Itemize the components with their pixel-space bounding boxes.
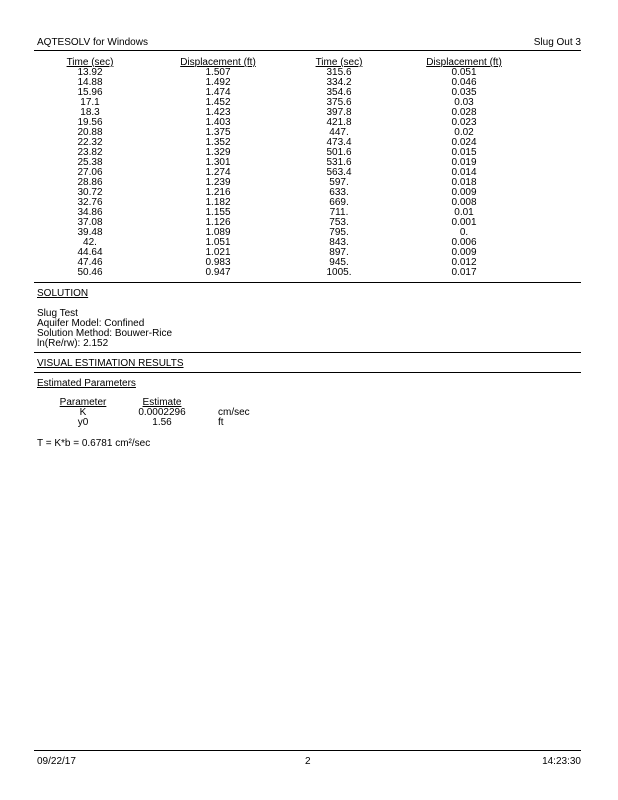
time-2-cell: 531.6: [326, 157, 352, 168]
time-1-cell: 42.: [83, 237, 97, 248]
parameters-table: [52, 398, 278, 428]
footer-time: 14:23:30: [542, 756, 581, 767]
time-1-cell: 50.46: [77, 267, 103, 278]
displacement-2-cell: 0.02: [454, 127, 474, 138]
displacement-2-cell: 0.009: [451, 187, 477, 198]
time-1-cell: 47.46: [77, 257, 103, 268]
time-1-cell: 14.88: [77, 77, 103, 88]
time-1-cell: 37.08: [77, 217, 103, 228]
displacement-table: [34, 58, 540, 278]
header-file-name: Slug Out 3: [533, 37, 581, 48]
footer-date: 09/22/17: [37, 756, 76, 767]
displacement-1-cell: 1.329: [205, 147, 231, 158]
displacement-2-cell: 0.015: [451, 147, 477, 158]
column-header-displacement-1: Displacement (ft): [180, 57, 256, 68]
displacement-2-cell: 0.012: [451, 257, 477, 268]
time-2-cell: 563.4: [326, 167, 352, 178]
parameter-unit: cm/sec: [218, 407, 250, 418]
solution-line-test-type: Slug Test: [37, 308, 78, 319]
displacement-1-cell: 1.492: [205, 77, 231, 88]
time-2-cell: 1005.: [326, 267, 352, 278]
time-2-cell: 669.: [329, 197, 349, 208]
displacement-2-cell: 0.035: [451, 87, 477, 98]
visual-estimation-heading: VISUAL ESTIMATION RESULTS: [37, 358, 184, 369]
displacement-1-cell: 1.021: [205, 247, 231, 258]
solution-line-method: Solution Method: Bouwer-Rice: [37, 328, 173, 339]
displacement-1-cell: 1.507: [205, 67, 231, 78]
displacement-2-cell: 0.028: [451, 107, 477, 118]
table-row: [34, 268, 540, 278]
displacement-2-cell: 0.046: [451, 77, 477, 88]
parameter-row-y0: [52, 418, 278, 428]
displacement-2-cell: 0.024: [451, 137, 477, 148]
displacement-1-cell: 1.051: [205, 237, 231, 248]
displacement-1-cell: 1.375: [205, 127, 231, 138]
time-2-cell: 421.8: [326, 117, 352, 128]
displacement-2-cell: 0.019: [451, 157, 477, 168]
displacement-2-cell: 0.006: [451, 237, 477, 248]
time-2-cell: 315.6: [326, 67, 352, 78]
displacement-2-cell: 0.: [459, 227, 469, 238]
estimated-parameters-heading: Estimated Parameters: [37, 378, 136, 389]
transmissivity-formula: T = K*b = 0.6781 cm²/sec: [37, 438, 151, 449]
solution-heading: SOLUTION: [37, 288, 89, 299]
displacement-2-cell: 0.017: [451, 267, 477, 278]
time-1-cell: 25.38: [77, 157, 103, 168]
displacement-2-cell: 0.008: [451, 197, 477, 208]
time-1-cell: 20.88: [77, 127, 103, 138]
displacement-2-cell: 0.051: [451, 67, 477, 78]
time-1-cell: 34.86: [77, 207, 103, 218]
displacement-1-cell: 1.182: [205, 197, 231, 208]
time-1-cell: 30.72: [77, 187, 103, 198]
time-2-cell: 501.6: [326, 147, 352, 158]
displacement-2-cell: 0.001: [451, 217, 477, 228]
parameter-value: 1.56: [152, 417, 172, 428]
displacement-2-cell: 0.009: [451, 247, 477, 258]
time-1-cell: 18.3: [80, 107, 100, 118]
displacement-1-cell: 1.423: [205, 107, 231, 118]
displacement-2-cell: 0.018: [451, 177, 477, 188]
section-rule-2: [34, 352, 581, 353]
time-1-cell: 13.92: [77, 67, 103, 78]
displacement-1-cell: 1.352: [205, 137, 231, 148]
column-header-time-1: Time (sec): [66, 57, 114, 68]
time-1-cell: 23.82: [77, 147, 103, 158]
solution-line-aquifer-model: Aquifer Model: Confined: [37, 318, 145, 329]
header-rule: [34, 50, 581, 51]
time-2-cell: 753.: [329, 217, 349, 228]
displacement-1-cell: 1.126: [205, 217, 231, 228]
displacement-1-cell: 1.474: [205, 87, 231, 98]
time-2-cell: 945.: [329, 257, 349, 268]
displacement-1-cell: 0.983: [205, 257, 231, 268]
time-2-cell: 354.6: [326, 87, 352, 98]
displacement-1-cell: 1.301: [205, 157, 231, 168]
time-1-cell: 17.1: [80, 97, 100, 108]
time-1-cell: 27.06: [77, 167, 103, 178]
parameter-name: y0: [77, 417, 89, 428]
column-header-time-2: Time (sec): [315, 57, 363, 68]
time-2-cell: 597.: [329, 177, 349, 188]
section-rule-3: [34, 372, 581, 373]
time-1-cell: 32.76: [77, 197, 103, 208]
estimate-column-header: Estimate: [142, 397, 182, 408]
time-1-cell: 44.64: [77, 247, 103, 258]
displacement-1-cell: 1.216: [205, 187, 231, 198]
time-1-cell: 28.86: [77, 177, 103, 188]
time-2-cell: 897.: [329, 247, 349, 258]
displacement-2-cell: 0.03: [454, 97, 474, 108]
column-header-displacement-2: Displacement (ft): [426, 57, 502, 68]
time-1-cell: 19.56: [77, 117, 103, 128]
solution-line-ln-ratio: ln(Re/rw): 2.152: [37, 338, 109, 349]
time-2-cell: 843.: [329, 237, 349, 248]
time-2-cell: 633.: [329, 187, 349, 198]
time-1-cell: 39.48: [77, 227, 103, 238]
parameter-value: 0.0002296: [138, 407, 186, 418]
displacement-1-cell: 1.239: [205, 177, 231, 188]
time-1-cell: 15.96: [77, 87, 103, 98]
displacement-2-cell: 0.014: [451, 167, 477, 178]
time-2-cell: 397.8: [326, 107, 352, 118]
displacement-1-cell: 1.274: [205, 167, 231, 178]
displacement-1-cell: 1.155: [205, 207, 231, 218]
displacement-1-cell: 1.452: [205, 97, 231, 108]
displacement-2-cell: 0.023: [451, 117, 477, 128]
parameter-column-header: Parameter: [59, 397, 107, 408]
time-1-cell: 22.32: [77, 137, 103, 148]
table-body: [34, 68, 540, 278]
time-2-cell: 447.: [329, 127, 349, 138]
time-2-cell: 711.: [329, 207, 349, 218]
footer-page-number: 2: [305, 756, 311, 767]
time-2-cell: 375.6: [326, 97, 352, 108]
time-2-cell: 334.2: [326, 77, 352, 88]
parameter-name: K: [79, 407, 87, 418]
footer-rule: [34, 750, 581, 751]
parameter-unit: ft: [218, 417, 224, 428]
displacement-1-cell: 0.947: [205, 267, 231, 278]
section-rule-1: [34, 282, 581, 283]
displacement-1-cell: 1.403: [205, 117, 231, 128]
header-app-title: AQTESOLV for Windows: [37, 37, 148, 48]
time-2-cell: 795.: [329, 227, 349, 238]
displacement-1-cell: 1.089: [205, 227, 231, 238]
time-2-cell: 473.4: [326, 137, 352, 148]
displacement-2-cell: 0.01: [454, 207, 474, 218]
